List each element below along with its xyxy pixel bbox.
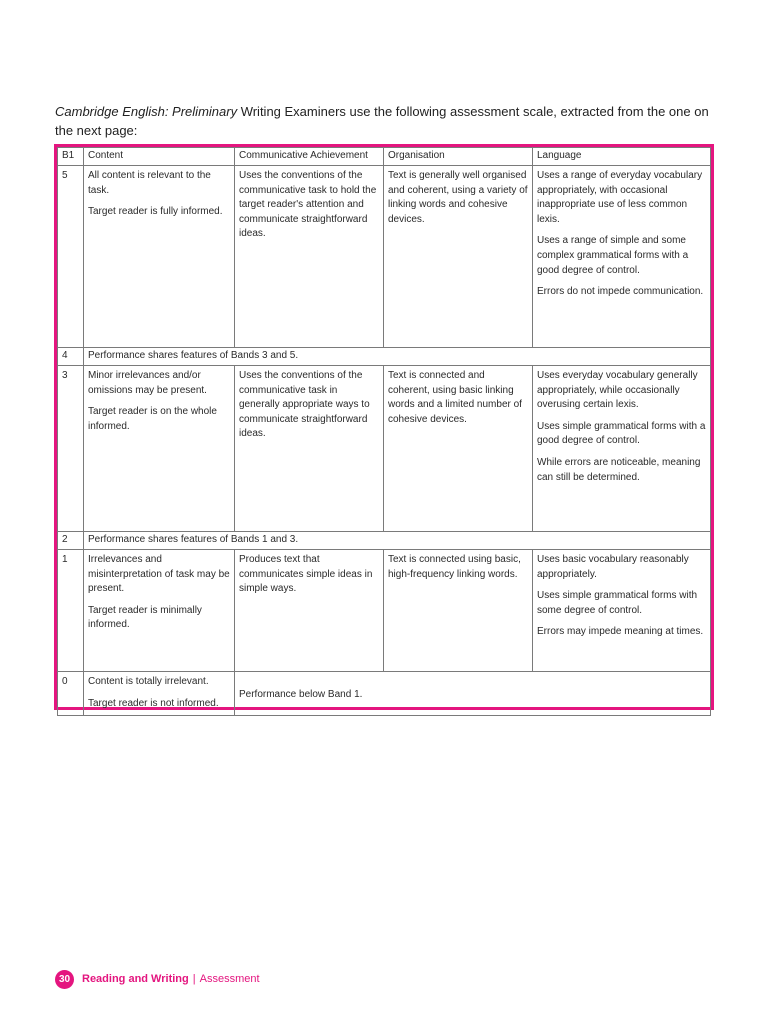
band-0-row [58, 672, 711, 716]
org-text: Text is generally well organised and coherent, using a variety of linking words and cohesive devices. [388, 170, 528, 225]
band-4-row [58, 348, 711, 366]
page-number-badge: 30 [55, 970, 74, 989]
content-text: All content is relevant to the task. [88, 170, 211, 196]
language-cell [533, 550, 711, 672]
communicative-achievement-cell [235, 366, 384, 532]
band-2-row [58, 532, 711, 550]
band-0-description: Performance below Band 1. [235, 672, 711, 716]
lang-text: Errors do not impede communication. [537, 286, 704, 298]
band-number: 1 [58, 550, 84, 672]
assessment-scale-table [57, 147, 711, 716]
header-content: Content [84, 148, 235, 166]
language-cell [533, 166, 711, 348]
page-footer [55, 969, 260, 989]
org-text: Text is connected using basic, high-frequency linking words. [388, 554, 521, 580]
intro-text: Writing Examiners use the following assessment scale, extracted from the one on the next page: [55, 104, 709, 138]
band-1-row [58, 550, 711, 672]
intro-exam-title: Cambridge English: Preliminary [55, 104, 238, 119]
band-number: 4 [58, 348, 84, 366]
header-level: B1 [58, 148, 84, 166]
organisation-cell [384, 550, 533, 672]
footer-section: Reading and Writing [82, 973, 189, 985]
organisation-cell [384, 166, 533, 348]
header-language: Language [533, 148, 711, 166]
band-4-description: Performance shares features of Bands 3 and 5. [84, 348, 711, 366]
content-text: Target reader is on the whole informed. [88, 406, 217, 432]
lang-text: Errors may impede meaning at times. [537, 626, 704, 638]
lang-text: Uses simple grammatical forms with some degree of control. [537, 590, 698, 616]
communicative-achievement-cell [235, 550, 384, 672]
band-5-row [58, 166, 711, 348]
org-text: Text is connected and coherent, using basic linking words and a limited number of cohesive devices. [388, 370, 522, 425]
band-3-row [58, 366, 711, 532]
band-number: 3 [58, 366, 84, 532]
lang-text: Uses basic vocabulary reasonably appropriately. [537, 554, 689, 580]
organisation-cell [384, 366, 533, 532]
content-text: Target reader is fully informed. [88, 206, 223, 218]
band-number: 2 [58, 532, 84, 550]
ca-text: Uses the conventions of the communicative task to hold the target reader's attention and communicate straightforward ideas. [239, 170, 377, 240]
band-number: 5 [58, 166, 84, 348]
lang-text: Uses everyday vocabulary generally appropriately, while occasionally overusing certain lexis. [537, 370, 698, 411]
content-text: Target reader is minimally informed. [88, 604, 202, 631]
communicative-achievement-cell [235, 166, 384, 348]
lang-text: Uses a range of simple and some complex grammatical forms with a good degree of control. [537, 235, 689, 276]
table-header-row [58, 148, 711, 166]
header-communicative-achievement: Communicative Achievement [235, 148, 384, 166]
footer-separator: | [192, 973, 196, 985]
content-cell [84, 166, 235, 348]
lang-text: Uses simple grammatical forms with a good degree of control. [537, 420, 706, 447]
content-cell [84, 550, 235, 672]
content-text: Content is totally irrelevant. [88, 676, 209, 687]
intro-paragraph [55, 102, 725, 140]
lang-text: While errors are noticeable, meaning can still be determined. [537, 456, 701, 483]
content-cell [84, 366, 235, 532]
content-text: Minor irrelevances and/or omissions may be present. [88, 370, 207, 396]
content-text: Target reader is not informed. [88, 697, 219, 709]
band-number: 0 [58, 672, 84, 716]
lang-text: Uses a range of everyday vocabulary appropriately, with occasional inappropriate use of less common lexis. [537, 170, 703, 225]
footer-subsection: Assessment [199, 973, 260, 985]
band-2-description: Performance shares features of Bands 1 and 3. [84, 532, 711, 550]
content-cell [84, 672, 235, 716]
language-cell [533, 366, 711, 532]
ca-text: Produces text that communicates simple ideas in simple ways. [239, 554, 373, 595]
header-organisation: Organisation [384, 148, 533, 166]
ca-text: Uses the conventions of the communicative task in generally appropriate ways to communicate straightforward ideas. [239, 370, 370, 440]
content-text: Irrelevances and misinterpretation of task may be present. [88, 554, 230, 595]
